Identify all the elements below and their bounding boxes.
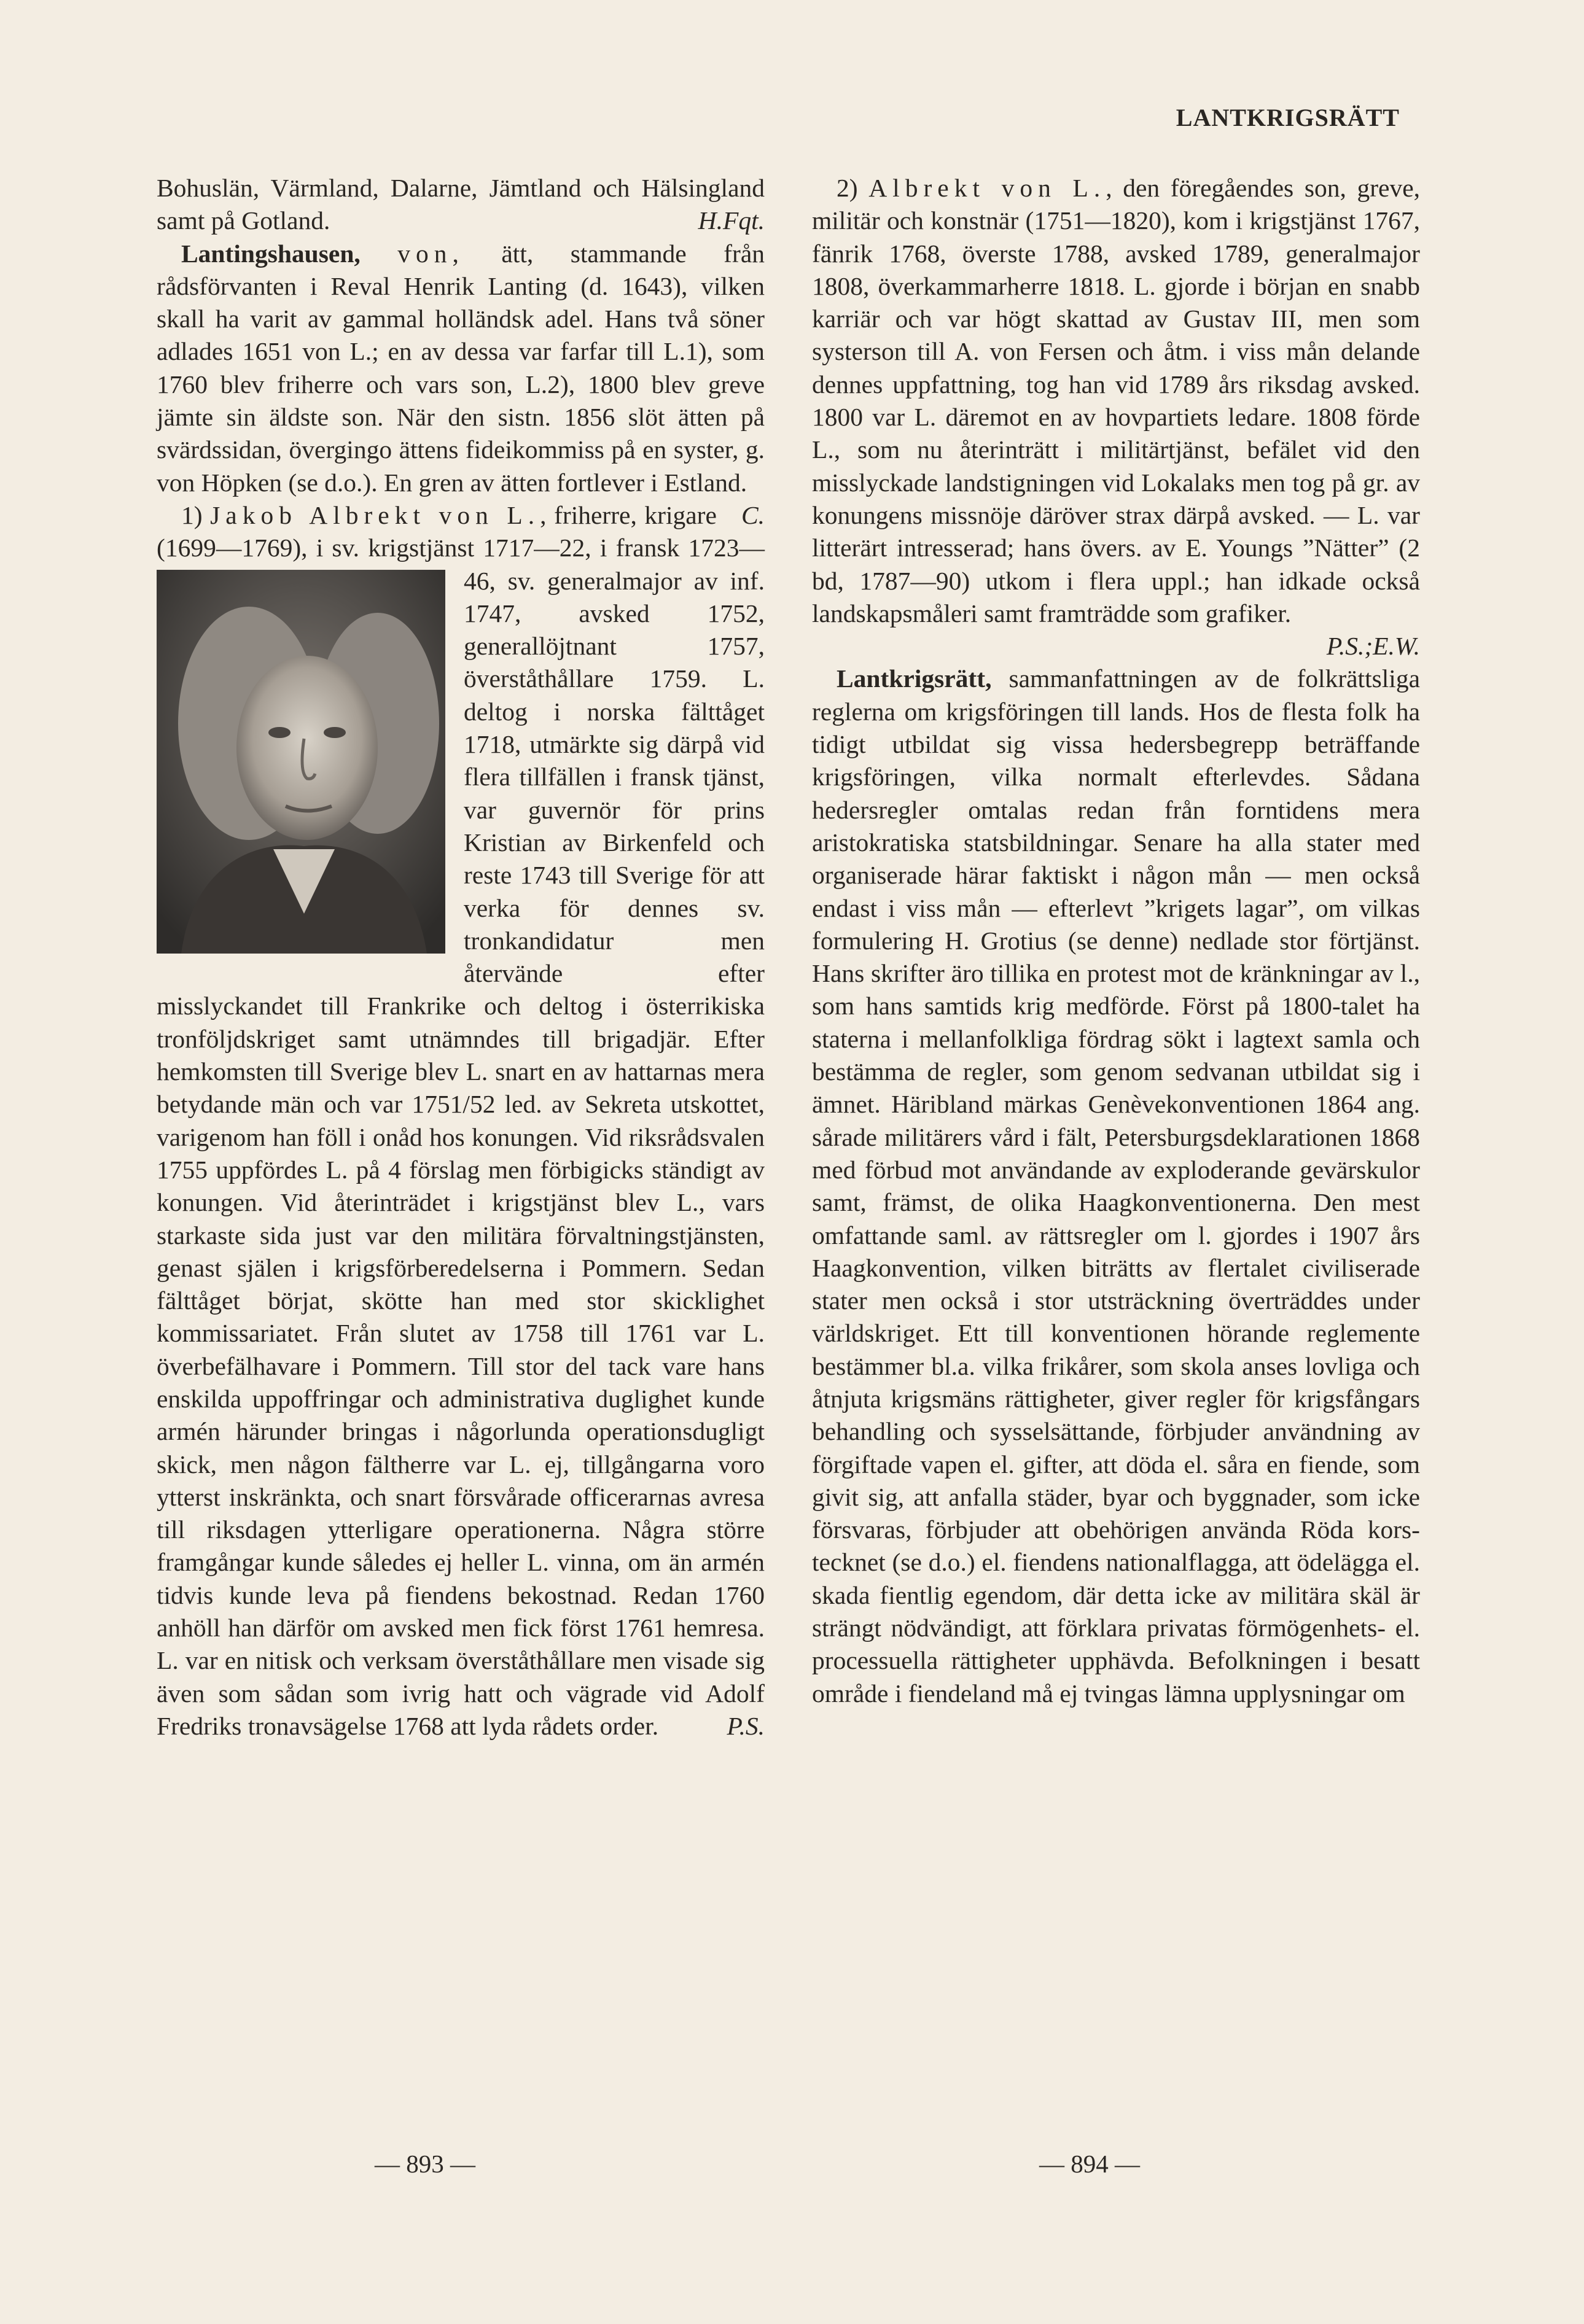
- author-signature: P.S.: [727, 1711, 765, 1740]
- author-signature: P.S.;E.W.: [1326, 632, 1420, 661]
- entry-text: i fransk 1723—46, sv. generalmajor av inf. 1747, avsked 1752, generallöjtnant 1757, överståthållare 1759. L. deltog i norska fälttåget 1718, utmärkte sig därpå vid flera tillfällen i fransk tjänst, var guvernör för prins Kristian av Birkenfeld och reste 1743 till Sverige för att verka för dennes sv. tronkandidatur men återvände efter misslyckandet till Frankrike och deltog i österrikiska tronföljdskriget samt utnämndes till brigadjär. Efter hemkomsten till Sverige blev L. snart en av hattarnas mera betydande män och var 1751/52 led. av Sekreta utskottet, varigenom han föll i onåd hos konungen. Vid riksrådsvalen 1755 uppfördes L. på 4 förslag men förbigicks ständigt av konungen. Vid återinträdet i krigstjänst blev L., vars starkaste sida just var den militära förvaltningstjänsten, genast själen i krigsförberedelserna i Pommern. Sedan fälttåget börjat, skötte han med stor skicklighet kommissariatet. Från slutet av 1758 till 1761 var L. överbefälhavare i Pommern. Till stor del tack vare hans enskilda uppoffringar och administrativa duglighet kunde armén härunder bringas i någorlunda operationsdugligt skick, men någon fältherre var L. ej, tillgångarna voro ytterst inskränkta, och snart försvårade officerarnas avresa till riksdagen ytterligare operationerna. Några större framgångar kunde således ej heller L. vinna, om än armén tidvis kunde leva på fiendens bekostnad. Redan 1760 anhöll han därför om avsked men fick först 1761 hemresa. L. var en nitisk och verksam överståthållare men visade sig även som sådan som ivrig hatt och vägrade vid Adolf Fredriks tronavsägelse 1768 att lyda rådets order.: [157, 534, 765, 1740]
- page-number-left: — 893 —: [375, 2150, 475, 2178]
- running-head: LANTKRIGSRÄTT: [1176, 104, 1400, 131]
- entry-von: von,: [397, 239, 464, 268]
- portrait-image: [157, 570, 445, 954]
- entry-headword: Lantkrigsrätt,: [837, 664, 992, 693]
- entry-headword: Lantingshausen,: [181, 239, 361, 268]
- paragraph-text: Bohuslän, Värmland, Dalarne, Jämtland och Hälsingland samt på Gotland.: [157, 174, 765, 235]
- author-signature: H.Fqt.: [698, 206, 765, 235]
- entry-lantkrigsratt: [812, 663, 1420, 1710]
- entry-number: 1): [181, 500, 211, 529]
- entry-number: 2): [837, 174, 869, 202]
- entry-text: , den föregåendes son, greve, militär och konstnär (1751—1820), kom i krigstjänst 1767, fänrik 1768, överste 1788, avsked 1789, generalmajor 1808, överkammarherre 1818. L. gjorde i början en snabb karriär och var högt skattad av Gustav III, men som systerson till A. von Fersen och åtm. i viss mån delande dennes uppfattning, tog han vid 1789 års riksdag avsked. 1800 var L. däremot en av hovpartiets ledare. 1808 förde L., som nu återinträtt i militärtjänst, befälet vid den misslyckade landstigningen vid Lokalaks men tog på gr. av konungens missnöje däröver strax därpå avsked. — L. var litterärt intresserad; hans övers. av E. Youngs ”Nätter” (2 bd, 1787—90) utkom i flera uppl.; han idkade också landskapsmåleri samt framträdde som grafiker.: [812, 174, 1421, 628]
- entry-text: ätt, stammande från rådsförvanten i Reval Henrik Lanting (d. 1643), vilken skall ha varit av gammal holländsk adel. Hans två söner adlades 1651 von L.; en av dessa var farfar till L.1), som 1760 blev friherre och vars son, L.2), 1800 blev greve jämte sin äldste son. När den sistn. 1856 slöt ätten på svärdssidan, övergingo ättens fideikommiss på en syster, g. von Höpken (se d.o.). En gren av ätten fortlever i Estland.: [157, 239, 765, 497]
- entry-text: sammanfattningen av de folkrättsliga reglerna om krigsföringen till lands. Hos de flesta folk ha tidigt utbildat sig vissa hedersbegrepp beträffande krigsföringen, vilka normalt efterlevdes. Sådana hedersregler omtalas redan från forntidens mera aristokratiska statsbildningar. Senare ha alla stater med organiserade härar faktiskt i någon mån — men också endast i viss mån — efterlevt ”krigets lagar”, om vilkas formulering H. Grotius (se denne) nedlade stor förtjänst. Hans skrifter äro tillika en protest mot de kränkningar av l., som hans samtids krig medförde. Först på 1800-talet ha staterna i mellanfolkliga fördrag sökt i lagtext samla och bestämma de regler, som genom sedvanan utbildat sig i ämnet. Häribland märkas Genèvekonventionen 1864 ang. sårade militärers vård i fält, Petersburgsdeklarationen 1868 med förbud mot användande av exploderande gevärskulor samt, främst, de olika Haagkonventionerna. Den mest omfattande saml. av rättsregler om l. gjordes i 1907 års Haagkonvention, vilken biträtts av flertalet civiliserade stater men också i stor utsträckning överträddes under världskriget. Ett till konventionen hörande reglemente bestämmer bl.a. vilka frikårer, som skola anses lovliga och åtnjuta krigsmäns rättigheter, giver regler för krigsfångars behandling och sysselsättande, förbjuder användning av förgiftade vapen el. gifter, att döda el. såra en fiende, som givit sig, att anfalla städer, byar och byggnader, som icke försvaras, förbjuder att obehörigen använda Röda kors-tecknet (se d.o.) el. fiendens nationalflagga, att ödelägga el. skada fientlig egendom, där detta icke av militära skäl är strängt nödvändigt, att förklara privatas förmögenhets- el. processuella rättigheter upphävda. Befolkningen i besatt område i fiendeland må ej tvingas lämna upplysningar om: [812, 664, 1420, 1708]
- entry-name: Albrekt von L.: [868, 174, 1106, 202]
- entry-albrekt: [812, 172, 1420, 630]
- paragraph-bohuslan: [157, 172, 765, 238]
- entry-name: Jakob Albrekt von L.: [210, 500, 540, 529]
- entry-text-start: , friherre, krigare (1699—1769), i sv. krigstjänst 1717—22,: [157, 500, 717, 562]
- portrait-drawing: [157, 570, 445, 954]
- page-number-right: — 894 —: [1039, 2150, 1140, 2178]
- entry-jakob-albrekt: [157, 499, 765, 1743]
- left-column: [157, 172, 765, 1743]
- right-column: [812, 172, 1420, 1710]
- author-signature: C.: [741, 500, 765, 529]
